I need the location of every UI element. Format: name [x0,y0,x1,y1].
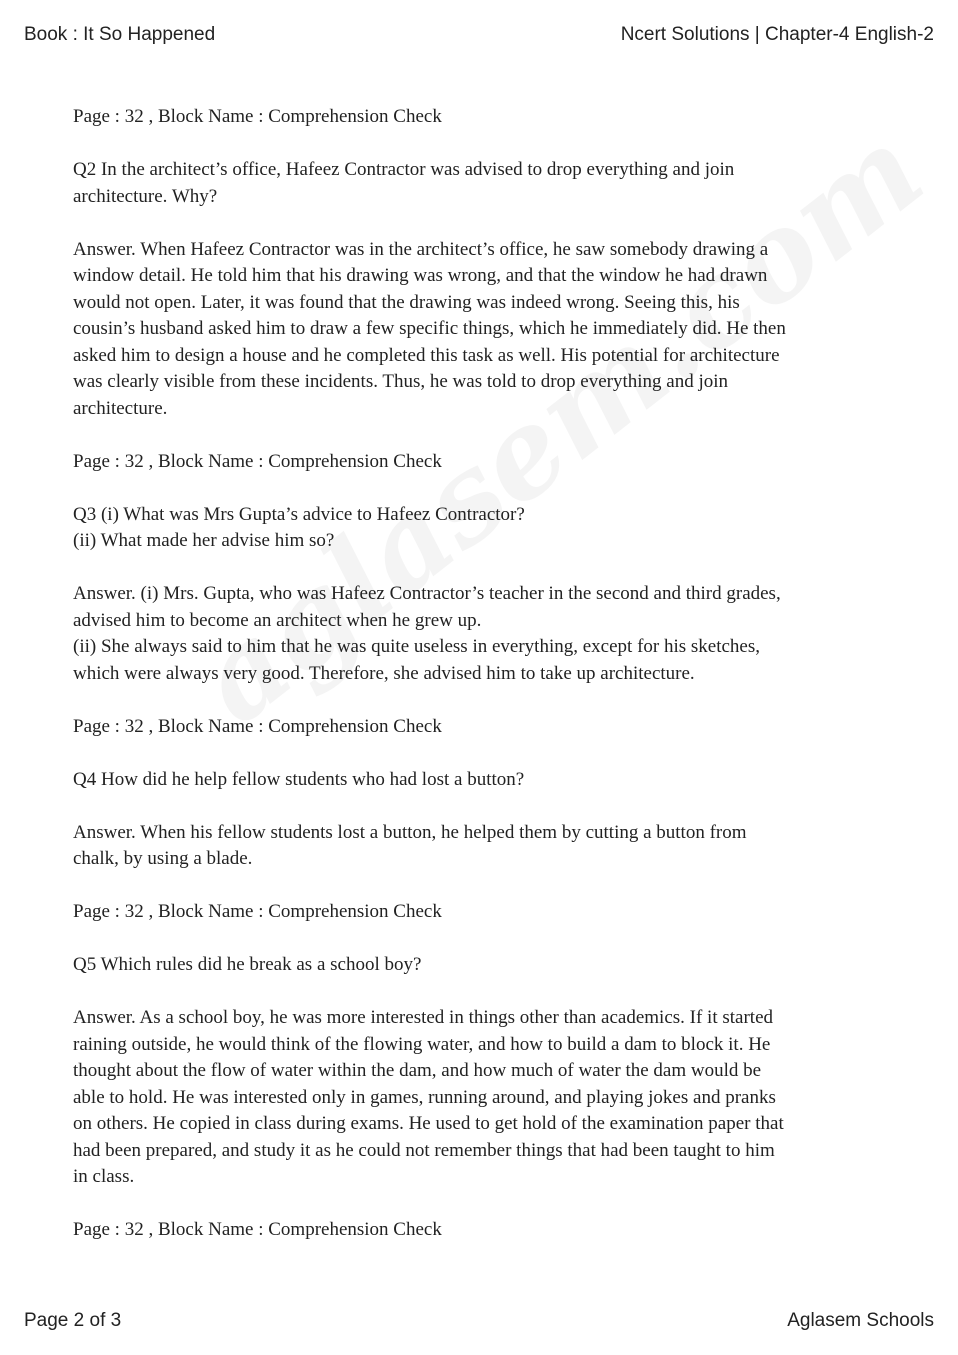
page-ref-paragraph [73,104,893,131]
text-line: Q2 In the architect’s office, Hafeez Contractor was advised to drop everything and join [73,159,735,180]
text-line: Page : 32 , Block Name : Comprehension Check [73,715,442,737]
text-line: was clearly visible from these incidents. Thus, he was told to drop everything and join [73,371,729,392]
question-paragraph [73,767,893,794]
text-line: Answer. When his fellow students lost a button, he helped them by cutting a button from [73,821,747,843]
page-ref-paragraph [73,899,893,926]
text-line: on others. He copied in class during exams. He used to get hold of the examination paper that [73,1113,784,1134]
text-line: thought about the flow of water within the dam, and how much of water the dam would be [73,1060,762,1081]
answer-paragraph [73,237,893,423]
answer-paragraph [73,581,893,687]
text-line: architecture. [73,397,168,419]
text-line: had been prepared, and study it as he could not remember things that had been taught to him [73,1139,775,1161]
text-line: cousin’s husband asked him to draw a few specific things, which he immediately did. He then [73,318,786,339]
question-paragraph [73,502,893,555]
footer-page-number: Page 2 of 3 [24,1310,122,1331]
question-paragraph [73,952,893,979]
text-line: Q3 (i) What was Mrs Gupta’s advice to Hafeez Contractor? [73,503,525,525]
page-ref-paragraph [73,1217,893,1244]
text-line: Answer. When Hafeez Contractor was in the architect’s office, he saw somebody drawing a [73,238,769,260]
page-ref-paragraph [73,714,893,741]
text-line: Page : 32 , Block Name : Comprehension Check [73,450,442,472]
text-line: advised him to become an architect when he grew up. [73,609,482,631]
page-ref-paragraph [73,449,893,476]
answer-paragraph [73,1005,893,1191]
text-line: Page : 32 , Block Name : Comprehension Check [73,901,442,922]
header-book-title: Book : It So Happened [24,24,216,45]
text-line: (ii) What made her advise him so? [73,530,335,551]
text-line: asked him to design a house and he completed this task as well. His potential for architecture [73,344,780,366]
text-line: would not open. Later, it was found that the drawing was indeed wrong. Seeing this, his [73,291,740,313]
document-body [73,104,893,1270]
footer-publisher: Aglasem Schools [787,1310,934,1331]
text-line: architecture. Why? [73,185,218,207]
text-line: Q5 Which rules did he break as a school boy? [73,954,422,975]
text-line: chalk, by using a blade. [73,848,253,869]
answer-paragraph [73,820,893,873]
text-line: (ii) She always said to him that he was quite useless in everything, except for his sketches, [73,636,761,657]
text-line: window detail. He told him that his drawing was wrong, and that the window he had drawn [73,265,768,286]
text-line: Answer. As a school boy, he was more interested in things other than academics. If it started [73,1007,774,1028]
text-line: Page : 32 , Block Name : Comprehension Check [73,106,442,127]
text-line: raining outside, he would think of the flowing water, and how to build a dam to block it. He [73,1033,771,1055]
text-line: Q4 How did he help fellow students who had lost a button? [73,768,525,790]
header-chapter-info: Ncert Solutions | Chapter-4 English-2 [620,24,934,45]
text-line: in class. [73,1166,135,1187]
text-line: able to hold. He was interested only in games, running around, and playing jokes and pranks [73,1086,776,1108]
text-line: Page : 32 , Block Name : Comprehension Check [73,1219,442,1240]
text-line: Answer. (i) Mrs. Gupta, who was Hafeez Contractor’s teacher in the second and third grades, [73,583,781,604]
question-paragraph [73,157,893,210]
text-line: which were always very good. Therefore, she advised him to take up architecture. [73,662,695,684]
